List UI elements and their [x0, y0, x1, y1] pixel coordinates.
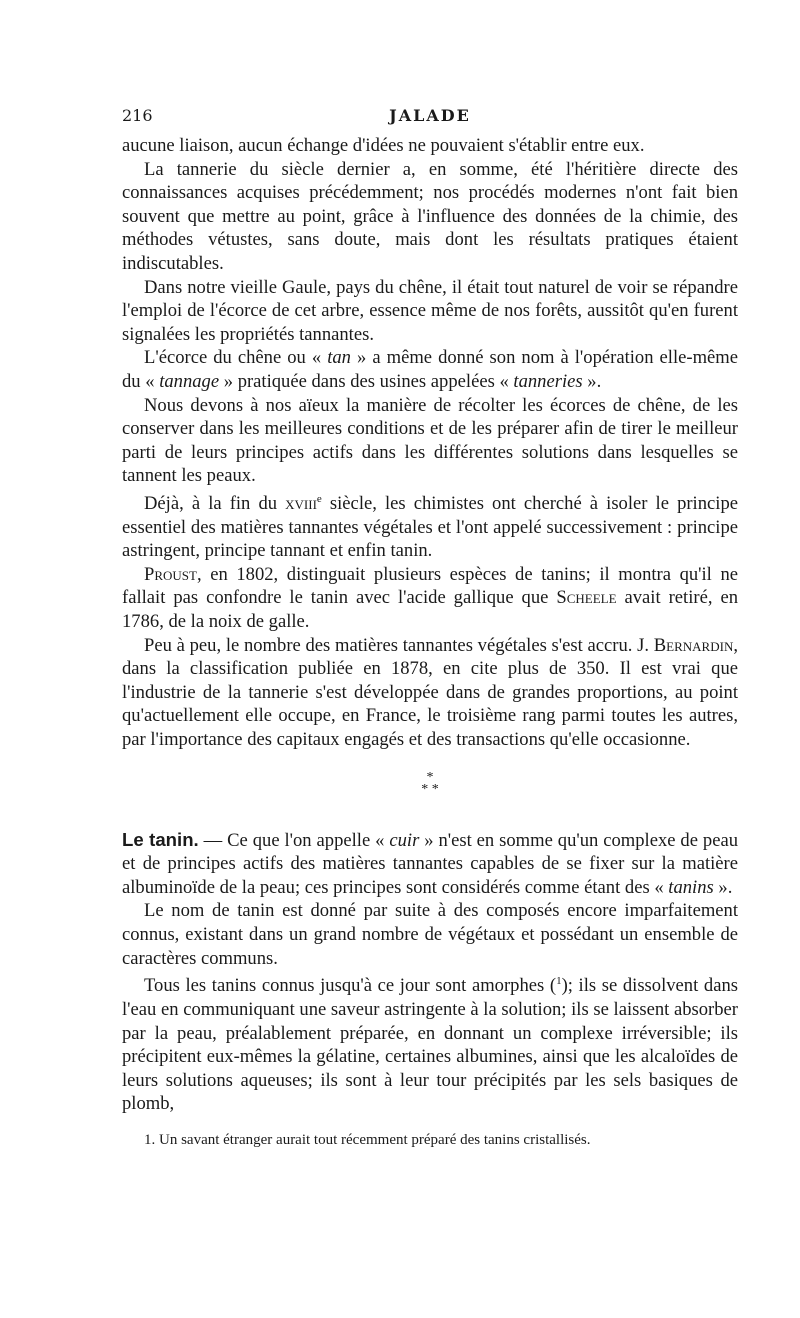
book-page: [122, 104, 738, 1150]
author-name: Bernardin: [653, 634, 734, 656]
paragraph: Déjà, à la fin du xviii$^e$ siècle, les chimistes ont cherché à isoler le principe essentiel des matières tannantes végétales et l'ont appelé successivement : principe astringent, principe tannant et enfin tanin.: [122, 492, 738, 562]
running-title: JALADE: [389, 106, 471, 125]
paragraph: Peu à peu, le nombre des matières tannantes végétales s'est accru. J. Bernardin, dans la classification publiée en 1878, en cite plus de 350. Il est vrai que l'industrie de la tannerie s'est développée dans de grandes proportions, au point qu'actuellement elle occupe, en France, le troisième rang parmi toutes les autres, par l'importance des capitaux engagés et des transactions qu'elle occasionne.: [122, 634, 738, 751]
paragraph: Proust, en 1802, distinguait plusieurs espèces de tanins; il montra qu'il ne fallait pas confondre le tanin avec l'acide gallique que Scheele avait retiré, en 1786, de la noix de galle.: [122, 563, 738, 633]
paragraph: Nous devons à nos aïeux la manière de récolter les écorces de chêne, de les conserver dans les meilleures conditions et de les préparer afin de tirer le meilleur parti de leurs principes actifs dans les différentes solutions dans lesquelles se tannent les peaux.: [122, 394, 738, 487]
century-numeral: xviii: [285, 493, 317, 515]
paragraph: L'écorce du chêne ou « tan » a même donné son nom à l'opération elle-même du « tannage » pratiquée dans des usines appelées « tanneries ».: [122, 347, 738, 392]
paragraph: Tous les tanins connus jusqu'à ce jour sont amorphes ($^1$); ils se dissolvent dans l'eau en communiquant une saveur astringente à la solution; ils se laissent absorber par la peau, préalablement préparée, en donnant un complexe irréversible; ils précipitent eux-mêmes la gélatine, certaines albumines, ainsi que les alcaloïdes de leurs solutions aqueuses; ils sont à leur tour précipités par les sels basiques de plomb,: [122, 975, 738, 1115]
term-tannage: tannage: [159, 370, 220, 392]
body-text: [122, 134, 738, 1116]
asterism: * * *: [421, 769, 439, 797]
footnote-ref: 1: [556, 975, 562, 988]
section-heading: Le tanin.: [122, 828, 199, 850]
paragraph: La tannerie du siècle dernier a, en somme, été l'héritière directe des connaissances acquises précédemment; nos procédés modernes n'ont fait bien souvent que mettre au point, grâce à l'influence des données de la chimie, des méthodes vétustes, sans doute, mais dont les résultats pratiques étaient indiscutables.: [122, 158, 738, 274]
paragraph: Dans notre vieille Gaule, pays du chêne, il était tout naturel de voir se répandre l'emploi de l'écorce de cet arbre, essence même de nos forêts, aussitôt qu'en furent signalées les propriétés tannantes.: [122, 276, 738, 345]
author-name: Proust: [144, 563, 197, 585]
paragraph: Le nom de tanin est donné par suite à des composés encore imparfaitement connus, existant dans un grand nombre de végétaux et possédant un ensemble de caractères communs.: [122, 900, 738, 969]
term-cuir: cuir: [389, 829, 420, 851]
running-head: [122, 104, 738, 134]
paragraph: Le tanin. — Ce que l'on appelle « cuir » n'est en somme qu'un complexe de peau et de principes actifs des matières tannantes capables de se fixer sur la matière albuminoïde de la peau; ces principes sont considérés comme étant des « tanins ».: [122, 828, 738, 898]
page-number: 216: [122, 106, 153, 125]
footnote: 1. Un savant étranger aurait tout récemment préparé des tanins cristallisés.: [144, 1131, 591, 1148]
term-tanneries: tanneries: [513, 370, 583, 392]
paragraph: aucune liaison, aucun échange d'idées ne pouvaient s'établir entre eux.: [122, 135, 645, 156]
term-tan: tan: [327, 347, 351, 369]
term-tanins: tanins: [668, 876, 714, 898]
author-name: Scheele: [556, 587, 617, 609]
